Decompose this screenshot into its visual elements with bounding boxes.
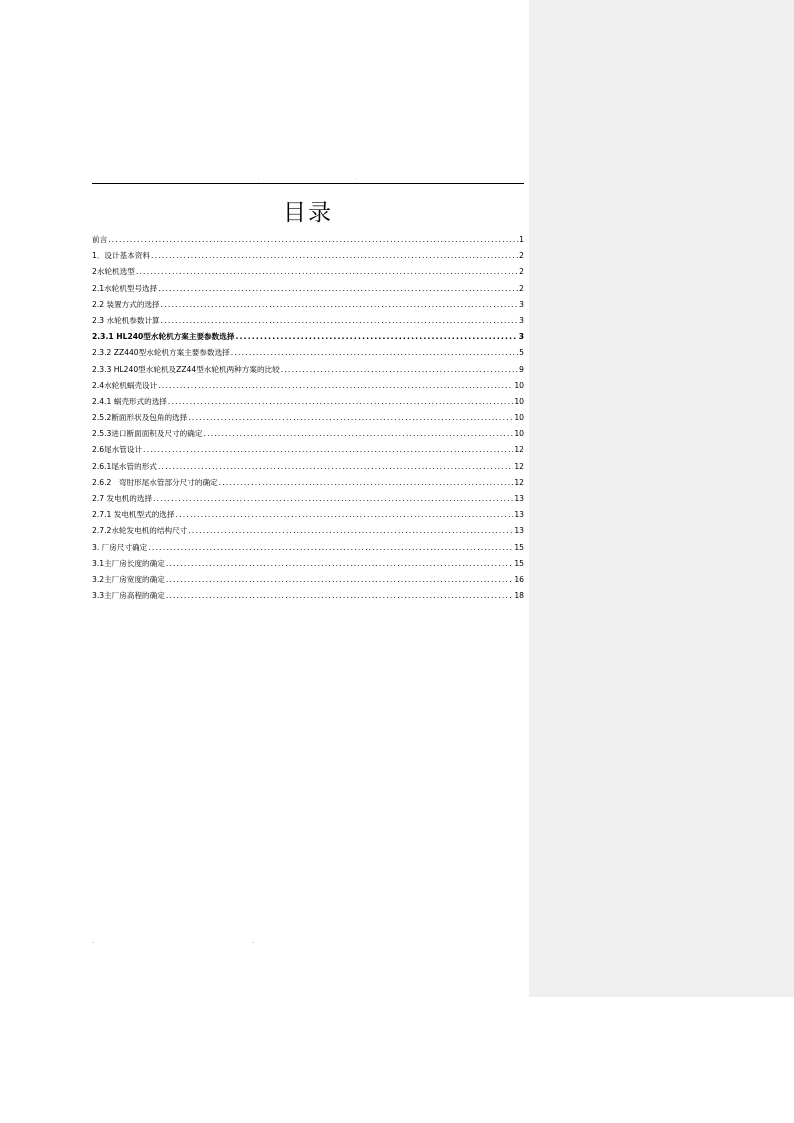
toc-entry-label: 3. 厂房尺寸确定 [92, 542, 148, 552]
toc-entry[interactable] [92, 248, 524, 264]
toc-entry-page: 1 [519, 235, 524, 244]
toc-entry[interactable] [92, 475, 524, 491]
toc-dot-leader [231, 345, 518, 361]
toc-entry-page: 10 [514, 380, 524, 390]
toc-entry-page: 2 [519, 251, 524, 261]
toc-entry-label: 2.6尾水管设计 [92, 445, 143, 455]
toc-entry[interactable] [92, 410, 524, 426]
toc-entry-label: 2.1水轮机型号选择 [92, 283, 158, 293]
toc-dot-leader [148, 540, 513, 556]
toc-entry-label: 2水轮机选型 [92, 267, 135, 277]
toc-dot-leader [219, 475, 514, 491]
toc-entry[interactable] [92, 572, 524, 588]
toc-entry[interactable] [92, 362, 524, 378]
toc-entry-page: 15 [514, 558, 524, 568]
toc-entry-page: 5 [519, 348, 524, 358]
toc-dot-leader [153, 491, 513, 507]
toc-entry[interactable] [92, 556, 524, 572]
toc-entry-page: 9 [519, 364, 524, 374]
toc-entry-page: 3 [519, 315, 524, 325]
toc-dot-leader [166, 588, 514, 604]
table-of-contents [92, 232, 524, 604]
toc-entry[interactable] [92, 378, 524, 394]
toc-entry-label: 2.6.1尾水管的形式 [92, 461, 157, 471]
toc-entry-label: 3.2主厂房宽度的确定 [92, 574, 165, 584]
toc-dot-leader [168, 394, 513, 410]
header-mark-left: . [258, 175, 260, 180]
toc-dot-leader [158, 281, 518, 297]
toc-entry[interactable] [92, 345, 524, 361]
toc-entry-page: 10 [514, 429, 524, 439]
toc-entry-label: 2.4.1 蜗壳形式的选择 [92, 396, 167, 406]
toc-dot-leader [166, 556, 514, 572]
toc-dot-leader [176, 507, 514, 523]
toc-dot-leader [143, 442, 513, 458]
toc-entry[interactable] [92, 507, 524, 523]
toc-dot-leader [136, 264, 518, 280]
toc-entry[interactable] [92, 442, 524, 458]
toc-entry-label: 2.4水轮机蜗壳设计 [92, 380, 158, 390]
toc-entry[interactable] [92, 264, 524, 280]
toc-entry[interactable] [92, 394, 524, 410]
toc-entry-label: 2.2 装置方式的选择 [92, 299, 160, 309]
footer-mark-left: .. [92, 939, 95, 944]
page-title: 目录 [283, 200, 333, 226]
toc-entry-label: 2.3.1 HL240型水轮机方案主要参数选择 [92, 332, 235, 342]
toc-dot-leader [158, 378, 513, 394]
toc-entry-label: 2.7 发电机的选择 [92, 494, 153, 503]
toc-entry[interactable] [92, 540, 524, 556]
toc-entry-page: 3 [518, 332, 524, 342]
toc-dot-leader [281, 362, 518, 378]
toc-entry[interactable] [92, 491, 524, 507]
toc-dot-leader [235, 329, 517, 345]
toc-entry-label: 2.3 水轮机参数计算 [92, 315, 160, 325]
toc-entry[interactable] [92, 523, 524, 539]
toc-dot-leader [161, 297, 519, 313]
toc-entry-page: 12 [514, 445, 524, 455]
toc-entry-label: 2.6.2 弯肘形尾水管部分尺寸的确定 [92, 477, 218, 487]
toc-dot-leader [203, 426, 513, 442]
toc-entry-label: 2.5.2断面形状及包角的选择 [92, 413, 188, 423]
toc-dot-leader [158, 459, 513, 475]
toc-entry-label: 1．设计基本资料 [92, 251, 150, 261]
toc-entry-page: 10 [514, 413, 524, 423]
toc-entry[interactable] [92, 459, 524, 475]
footer-mark-right: .. [252, 939, 255, 944]
toc-entry[interactable] [92, 588, 524, 604]
toc-entry[interactable] [92, 313, 524, 329]
toc-entry-label: 2.3.3 HL240型水轮机及ZZ44型水轮机两种方案的比较 [92, 364, 280, 374]
toc-entry[interactable] [92, 426, 524, 442]
toc-entry-page: 12 [514, 461, 524, 471]
toc-entry-page: 13 [514, 494, 524, 503]
header-rule [92, 183, 524, 184]
toc-entry-page: 12 [514, 477, 524, 487]
header-mark-right: . [356, 175, 358, 180]
toc-entry-page: 2 [519, 267, 524, 277]
toc-entry[interactable] [92, 297, 524, 313]
comment-pane [529, 0, 794, 997]
toc-entry-label: 2.5.3进口断面面积及尺寸的确定 [92, 429, 203, 439]
toc-dot-leader [108, 232, 518, 248]
toc-entry-label: 2.3.2 ZZ440型水轮机方案主要参数选择 [92, 348, 230, 358]
toc-entry-label: 前言 [92, 235, 108, 244]
toc-entry-page: 3 [519, 299, 524, 309]
toc-dot-leader [188, 410, 513, 426]
toc-entry-page: 10 [514, 396, 524, 406]
toc-entry-page: 13 [514, 526, 524, 536]
toc-entry[interactable] [92, 232, 524, 248]
toc-dot-leader [166, 572, 514, 588]
toc-dot-leader [151, 248, 518, 264]
toc-entry-label: 2.7.2水轮发电机的结构尺寸 [92, 526, 188, 536]
toc-entry-page: 13 [514, 510, 524, 520]
toc-entry-page: 16 [514, 574, 524, 584]
toc-entry-page: 15 [514, 542, 524, 552]
toc-entry[interactable] [92, 329, 524, 345]
toc-dot-leader [188, 523, 513, 539]
toc-entry-page: 18 [514, 591, 524, 601]
toc-entry-page: 2 [519, 283, 524, 293]
toc-entry[interactable] [92, 281, 524, 297]
toc-entry-label: 3.1主厂房长度的确定 [92, 558, 165, 568]
toc-entry-label: 2.7.1 发电机型式的选择 [92, 510, 175, 520]
toc-entry-label: 3.3主厂房高程的确定 [92, 591, 165, 601]
toc-dot-leader [161, 313, 519, 329]
